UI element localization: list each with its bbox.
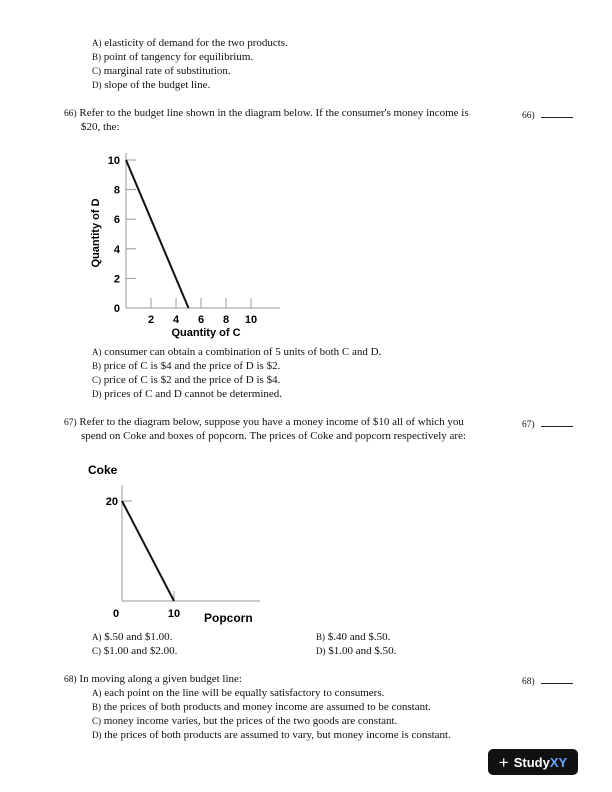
- q65-option-c: C) marginal rate of substitution.: [92, 65, 231, 77]
- studyxy-logo[interactable]: [488, 749, 578, 775]
- q67-axes: [122, 485, 260, 601]
- q65-option-d: D) slope of the budget line.: [92, 79, 211, 91]
- q68-option-a: A) each point on the line will be equally satisfactory to consumers.: [92, 687, 385, 699]
- y-tick-label: 10: [107, 155, 120, 167]
- q67-stem-cont: spend on Coke and boxes of popcorn. The prices of Coke and popcorn respectively are:: [81, 430, 466, 442]
- q66-y-ticks: [108, 155, 136, 315]
- x-tick-label: 10: [244, 314, 258, 326]
- q67-answer-blank[interactable]: 67): [522, 417, 573, 430]
- q68-option-c: C) money income varies, but the prices of the two goods are constant.: [92, 715, 398, 727]
- q68-stem: 68) In moving along a given budget line:: [64, 673, 242, 685]
- x-tick-label: 8: [222, 314, 230, 326]
- x-tick-label: 10: [167, 608, 181, 620]
- q68-option-b: B) the prices of both products and money income are assumed to be constant.: [92, 701, 431, 713]
- x-tick-label: 2: [147, 314, 155, 326]
- q67-budget-chart: [80, 455, 280, 630]
- q67-y-axis-label: Coke: [88, 463, 118, 477]
- q66-budget-chart: [80, 145, 300, 345]
- brand-name: StudyXY: [513, 754, 568, 770]
- answer-line[interactable]: [541, 417, 573, 427]
- x-tick-label: 0: [112, 608, 120, 620]
- x-tick-label: 6: [197, 314, 205, 326]
- y-tick-label: 6: [113, 214, 120, 227]
- q66-option-c: C) price of C is $2 and the price of D is $4.: [92, 374, 281, 386]
- q66-option-a: A) consumer can obtain a combination of 5 units of both C and D.: [92, 346, 382, 358]
- q66-series: [126, 160, 189, 308]
- q67-series: [122, 501, 174, 601]
- q67-option-a: A) $.50 and $1.00.: [92, 631, 173, 643]
- budget-line: [122, 501, 174, 601]
- q66-x-ticks: [148, 298, 257, 326]
- q66-stem-cont: $20, the:: [81, 121, 120, 133]
- q66-y-axis-label: Quantity of D: [90, 198, 102, 268]
- q67-option-c: C) $1.00 and $2.00.: [92, 645, 178, 657]
- q66-x-axis-label: Quantity of C: [171, 327, 241, 339]
- q68-option-d: D) the prices of both products are assumed to vary, but money income is constant.: [92, 729, 451, 741]
- q67-option-d: D) $1.00 and $.50.: [316, 645, 397, 657]
- q67-option-b: B) $.40 and $.50.: [316, 631, 391, 643]
- y-tick-label: 8: [113, 184, 120, 197]
- q66-answer-blank[interactable]: 66): [522, 108, 573, 121]
- answer-line[interactable]: [541, 108, 573, 118]
- q66-stem: 66) Refer to the budget line shown in the diagram below. If the consumer's money income is: [64, 107, 469, 119]
- y-tick-label: 4: [113, 243, 120, 256]
- y-tick-label: 0: [113, 303, 120, 315]
- y-tick-label: 20: [105, 496, 118, 508]
- q67-stem: 67) Refer to the diagram below, suppose you have a money income of $10 all of which you: [64, 416, 464, 428]
- y-tick-label: 2: [113, 273, 120, 286]
- q68-answer-blank[interactable]: 68): [522, 674, 573, 687]
- q67-x-axis-label: Popcorn: [204, 611, 253, 625]
- q66-axes: [126, 153, 280, 308]
- q65-option-b: B) point of tangency for equilibrium.: [92, 51, 254, 63]
- q65-option-a: A) elasticity of demand for the two products.: [92, 37, 288, 49]
- answer-line[interactable]: [541, 674, 573, 684]
- q66-option-b: B) price of C is $4 and the price of D is $2.: [92, 360, 281, 372]
- budget-line: [126, 160, 189, 308]
- q66-option-d: D) prices of C and D cannot be determined.: [92, 388, 283, 400]
- plus-icon: +: [498, 752, 509, 772]
- x-tick-label: 4: [172, 314, 180, 326]
